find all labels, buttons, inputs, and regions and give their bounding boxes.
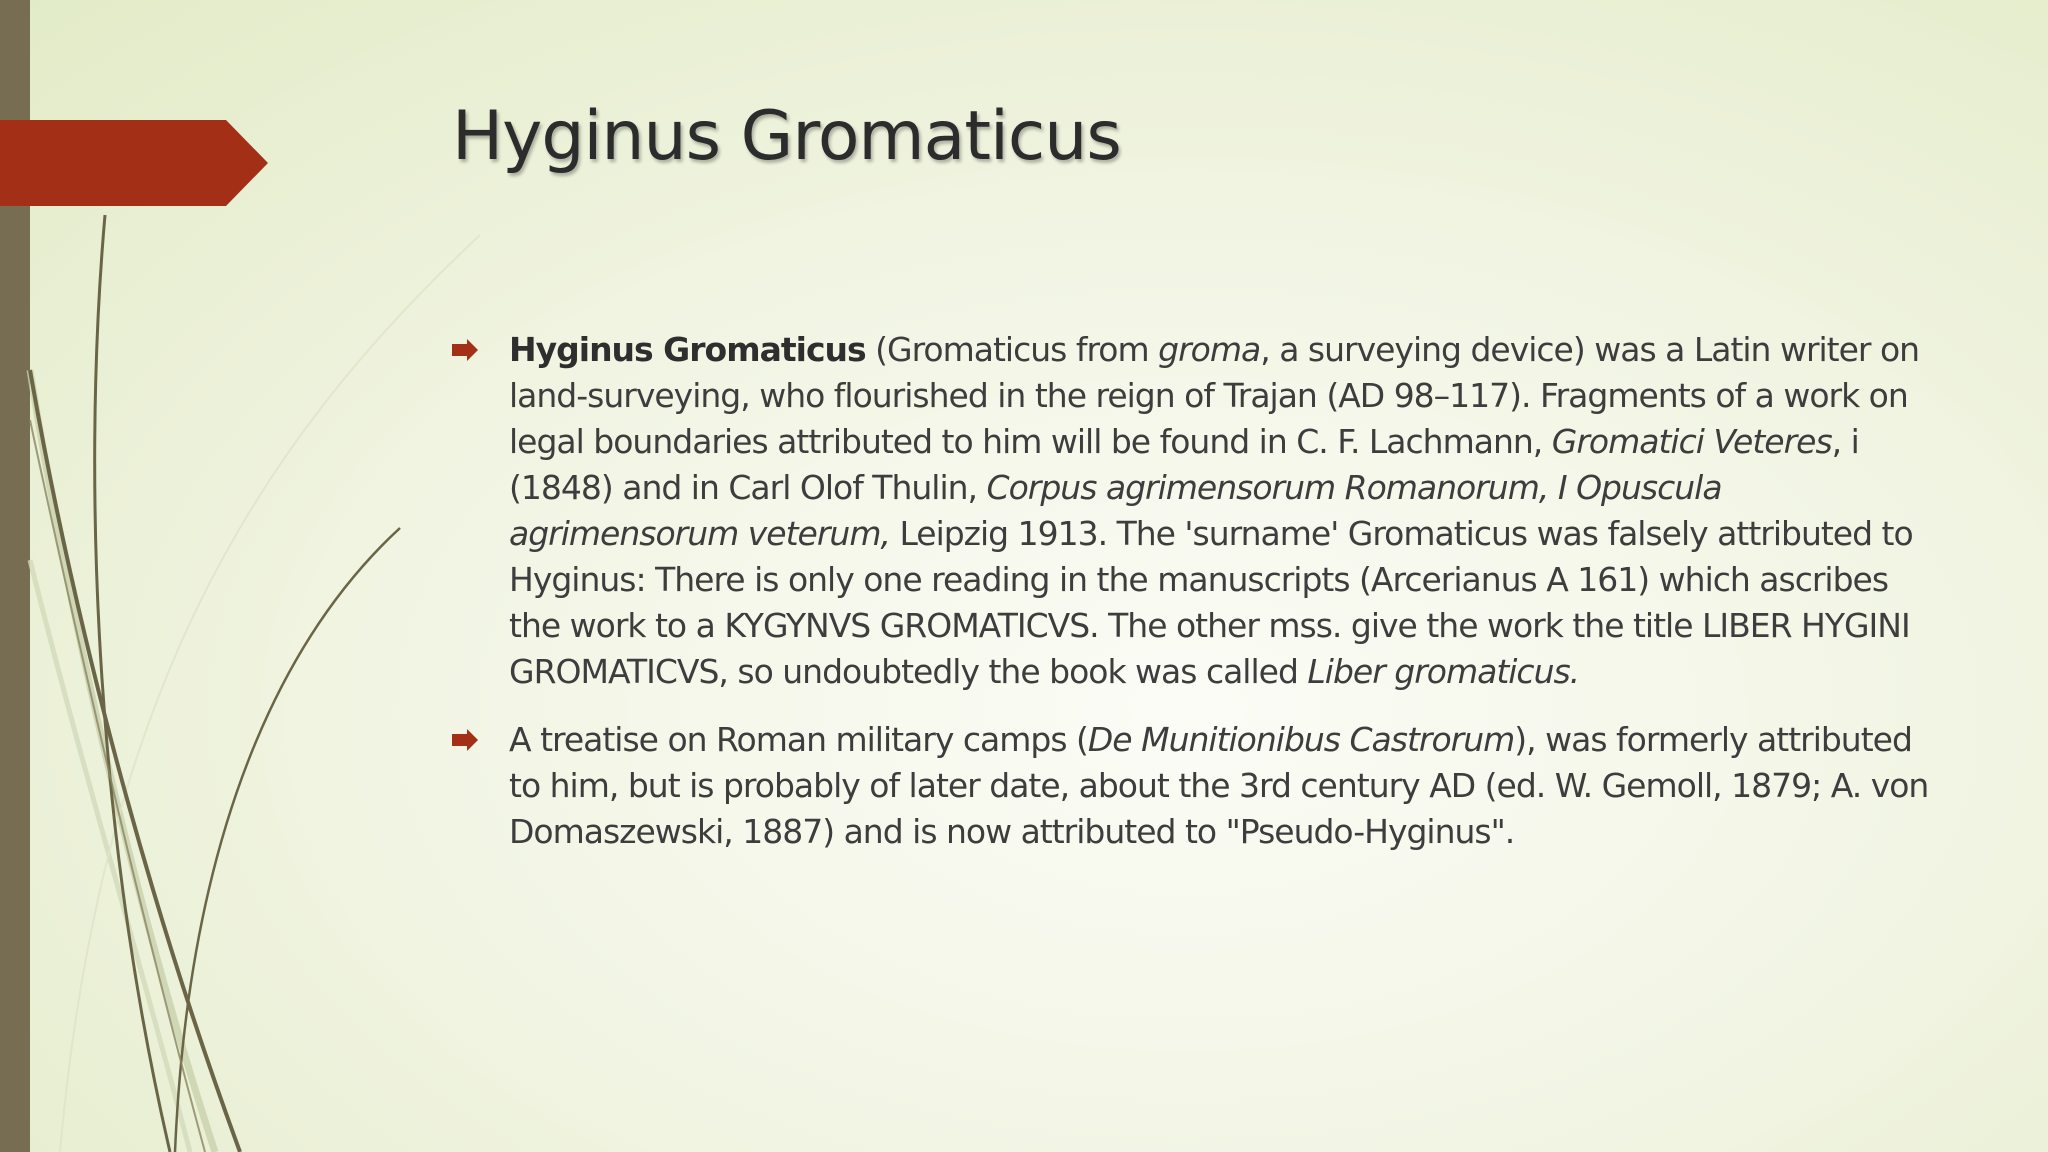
red-arrow-tab: [0, 120, 268, 206]
italic-groma: groma: [1158, 330, 1261, 369]
term-hyginus-gromaticus: Hyginus Gromaticus: [509, 330, 866, 369]
bullet-text: [509, 720, 1928, 851]
bullet-list: [452, 327, 1932, 877]
italic-gromatici-veteres: Gromatici Veteres: [1551, 422, 1832, 461]
text-run: , i (1848) and in Carl Olof Thulin,: [509, 422, 1859, 507]
italic-de-munitionibus: De Munitionibus Castrorum: [1087, 720, 1515, 759]
text-run: A treatise on Roman military camps (: [509, 720, 1088, 759]
right-arrow-bullet-icon: [452, 729, 478, 751]
slide-title: Hyginus Gromaticus: [452, 97, 1121, 176]
italic-corpus-title: Corpus agrimensorum Romanorum, I Opuscula agrimensorum veterum,: [509, 468, 1722, 553]
bullet-text: [509, 330, 1919, 691]
italic-liber-gromaticus: Liber gromaticus.: [1307, 652, 1580, 691]
bullet-item: [452, 327, 1932, 695]
right-arrow-bullet-icon: [452, 339, 478, 361]
bullet-item: [452, 717, 1932, 855]
text-run: Leipzig 1913. The 'surname' Gromaticus was falsely attributed to Hyginus: There is only one reading in the manuscripts (Arcerianus A 161) which ascribes the work to a KYGYNVS GROMATICVS. The other mss. give the work the title LIBER HYGINI GROMATICVS, so undoubtedly the book was called: [509, 514, 1913, 691]
text-run: , a surveying device) was a Latin writer on land-surveying, who flourished in the reign of Trajan (AD 98–117). Fragments of a work on legal boundaries attributed to him will be found in C. F. Lachmann,: [509, 330, 1920, 461]
text-run: ), was formerly attributed to him, but is probably of later date, about the 3rd century AD (ed. W. Gemoll, 1879; A. von Domaszewski, 1887) and is now attributed to "Pseudo-Hyginus".: [509, 720, 1929, 851]
text-run: (Gromaticus from: [865, 330, 1159, 369]
